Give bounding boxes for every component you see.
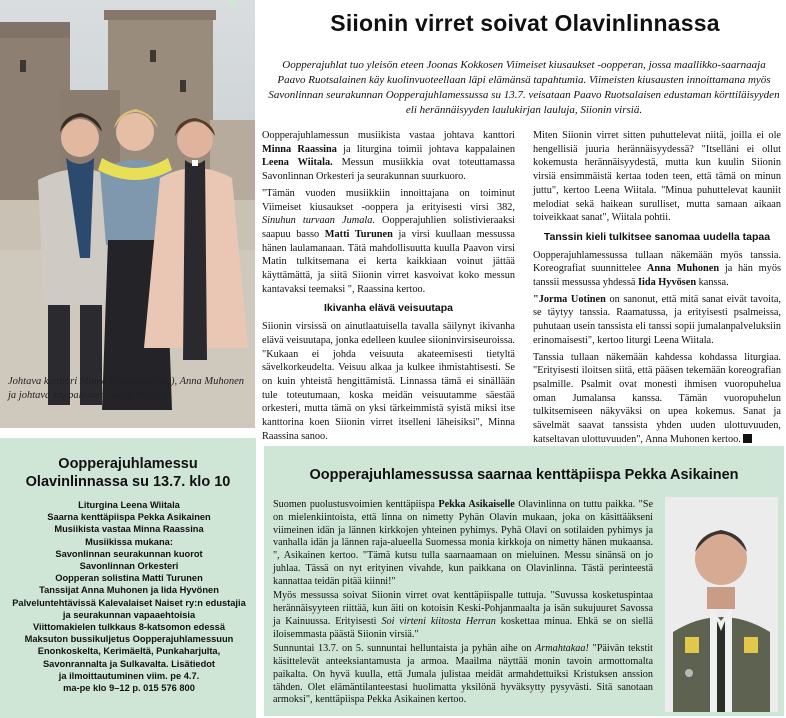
corner-decoration [225, 0, 237, 12]
paragraph: Miten Siionin virret sitten puhuttelevat niitä, joilla ei ole hengellisiä juuria herännäisyydessä? "Itselläni ei ollut kokemusta herännäisyydestä, mutta kun kuulin Siionin virsiä ensimmäistä kertaa toden teen, että tämä on minun juttu", kertoo Leena Wiitala. "Minua puhuttelevat kauniit melodiat sekä haikean surulliset, mutta samaan aikaan toiveikkaat sanat", Wiitala pohtii. [533, 130, 781, 224]
info-line: ja ilmoittautuminen viim. pe 4.7. [58, 670, 200, 681]
paragraph: Sunnuntai 13.7. on 5. sunnuntai helluntaista ja pyhän aihe on Armahtakaa! "Päivän tekstit käsittelevät anteeksiantamusta ja armoa. Maailma näyttää monin tavoin armottomalta paikalta. On hyvä kuulla, että Jumala julistaa meidät armahdettuiksi Kristuksen anssion tähden. Olet elämäntilanteestasi huolimatta yksilönä hyväksytty pysyvästi. Sitä sanotaan armoksi", kenttäpiispa Pekka Asikainen kertoo. [273, 643, 653, 706]
info-line: Musiikissa mukana: [85, 536, 173, 547]
info-line: Maksuton bussikuljetus Oopperajuhlamessuun [24, 634, 234, 645]
article-column-2 [533, 129, 781, 449]
end-of-article-mark [743, 434, 752, 443]
info-line: Musiikista vastaa Minna Raassina [54, 524, 204, 535]
info-line: Savonrannalta ja Sulkavalta. Lisätiedot [42, 658, 216, 669]
paragraph: Oopperajuhlamessussa tullaan näkemään myös tanssia. Koreografiat suunnittelee Anna Muhonen ja hän myös tanssii messussa yhdessä Iida Hyvösen kanssa. [533, 249, 781, 289]
paragraph: Myös messussa soivat Siionin virret ovat kenttäpiispalle tuttuja. "Suvussa kosketuspintaa herännäisyyteen riittää, kun äiti on kotoisin Keski-Pohjanmaalta ja isän sukujuuret Savossa ja Kainuussa. Erityisesti Soi virteni kiitosta Herran koskettaa minua. Ehkä se on siellä iloisemmasta päästä Siionin virsiä." [273, 590, 653, 640]
paragraph: "Tämän vuoden musiikkiin innoittajana on toiminut Viimeiset kiusaukset -ooppera ja erityisesti virsi 382, Sinuhun turvaan Jumala. Oopperajuhlien solistivieraaksi saapuu basso Matti Turunen ja virsi kuullaan messussa hänen laulamanaan. Tätä mahdollisuutta kuulla Paavon virsi Matin tulkitsemana ei kerta kaikkiaan voinut jättää käyttämättä, ja siitä Siionin virret kasvoivat koko messun kantavaksi teemaksi ", Raassina kertoo. [262, 187, 516, 295]
info-line: Savonlinnan Orkesteri [79, 561, 179, 572]
article-title: Siionin virret soivat Olavinlinnassa [330, 10, 720, 36]
paragraph: Tanssia tullaan näkemään kahdessa kohdassa liturgiaa. "Erityisesti iloitsen siitä, että pääsen tekemään koreografian psalmille. Psalmit ovat monesti ihmisen vuoropuhelua oman Jumalansa kanssa. Tämän vuoropuhelun tulkitsemiseen näkyväksi on upea kokemus. Sanat ja sävelmät saavat tanssista yhden uuden ulottuvuuden, katseltavan ulottuvuuden", Anna Muhonen kertoo. [533, 351, 781, 445]
photo-caption: Johtava kanttori Minna Raassina (vas.), Anna Muhonen ja johtava kappalainen Leena Wiitala [8, 376, 245, 401]
sidebar-story-text [273, 499, 653, 709]
paragraph: Siionin virsissä on ainutlaatuisella tavalla säilynyt ikivanha elävä veisuutapa, jonka edelleen kuulee siioninvirsiseuroissa. "Kukaan ei johda veisuuta akateemisesti tietyltä sävelkorkeudelta. Veisuu alkaa ja kulkee ihmistahtisesti. Se on kuin yhteistä hengittämistä. Linnassa tämä ei sinällään tule toteutumaan, koska meidän veisuutamme säestää orkesteri, mutta tämä on yksi tärkeimmistä syistä miksi itse kanttorina koen Siionin virret itselleni läheisiksi", Minna Raassina sanoo. [262, 321, 515, 442]
info-line: Savonlinnan seurakunnan kuorot [55, 548, 203, 559]
info-line: Saarna kenttäpiispa Pekka Asikainen [47, 512, 211, 523]
article-photo [0, 0, 255, 428]
info-line: Oopperan solistina Matti Turunen [55, 573, 203, 584]
subheading: Tanssin kieli tulkitsee sanomaa uudella tapaa [543, 230, 771, 243]
paragraph: "Jorma Uotinen on sanonut, että mitä sanat eivät tavoita, se täytyy tanssia. Raamatussa, ja erityisesti psalmeissa, puhutaan usein tanssista eli tanssi sopii jumalanpalveluksiin erinomaisesti", kertoo liturgi Leena Wiitala. [533, 293, 781, 346]
sidebar-story-title: Oopperajuhlamessussa saarnaa kenttäpiispa Pekka Asikainen [309, 467, 739, 483]
event-info-title [0, 455, 256, 491]
event-info-lines [4, 499, 254, 694]
subheading: Ikivanha elävä veisuutapa [324, 302, 453, 315]
paragraph: Suomen puolustusvoimien kenttäpiispa Pekka Asikaiselle Olavinlinna on tuttu paikka. "Se on mielenkiintoista, että linna on nimetty Pyhän Olavin mukaan, joka on käsittääkseni viimeinen idän ja lännen kirkkojen yhteinen pyhimys. Pyhä Olavi on sotilaiden pyhimys ja vanhalla idän ja lännen raja-alueella Suomessa monia kirkkoja on nimetty hänen mukaansa. ", Asikainen kertoo. "Tämä kutsu tulla saarnaamaan on mieluinen. Messu sinänsä on jo juhlaa. Tässä on nyt erityinen vivahde, kun paikkana on Olavinlinna. Tästä perinteestä kannattaa teidän pitää kiinni!" [273, 499, 653, 587]
article-intro: Oopperajuhlat tuo yleisön eteen Joonas Kokkosen Viimeiset kiusaukset -oopperan, jossa maallikko-saarnaaja Paavo Ruotsalainen käy kuolinvuoteellaan läpi elämänsä tapahtumia. Viimeisten kiusausten innoittamana myös Savonlinnan seurakunnan Oopperajuhlamessussa su 13.7. veisataan Paavo Ruotsalaisen edustaman körttiläisyyden eli herännäisyyden laulukirjan lauluja, Siionin virsiä. [268, 59, 780, 116]
portrait-photo [665, 497, 778, 712]
info-line: Palveluntehtävissä Kalevalaiset Naiset ry:n edustajia [12, 597, 246, 608]
info-line: ma-pe klo 9–12 p. 015 576 800 [63, 683, 195, 694]
info-line: Viittomakielen tulkkaus 8-katsomon edessä [32, 622, 226, 633]
event-info-title-line: Olavinlinnassa su 13.7. klo 10 [25, 474, 231, 490]
info-line: ja seurakunnan vapaaehtoisia [62, 609, 196, 620]
article-column-1 [262, 129, 515, 446]
info-line: Liturgina Leena Wiitala [78, 500, 180, 510]
info-line: Tanssijat Anna Muhonen ja Iida Hyvönen [39, 585, 219, 596]
event-info-title-line: Oopperajuhlamessu [58, 456, 198, 472]
paragraph: Oopperajuhlamessun musiikista vastaa johtava kanttori Minna Raassina ja liturgina toimii johtava kappalainen Leena Wiitala. Messun musiikkia ovat toteuttamassa Savonlinnan Orkesteri ja seurakunnan suurkuoro. [262, 130, 515, 183]
info-line: Enonkoskelta, Kerimäeltä, Punkaharjulta, [37, 646, 221, 657]
